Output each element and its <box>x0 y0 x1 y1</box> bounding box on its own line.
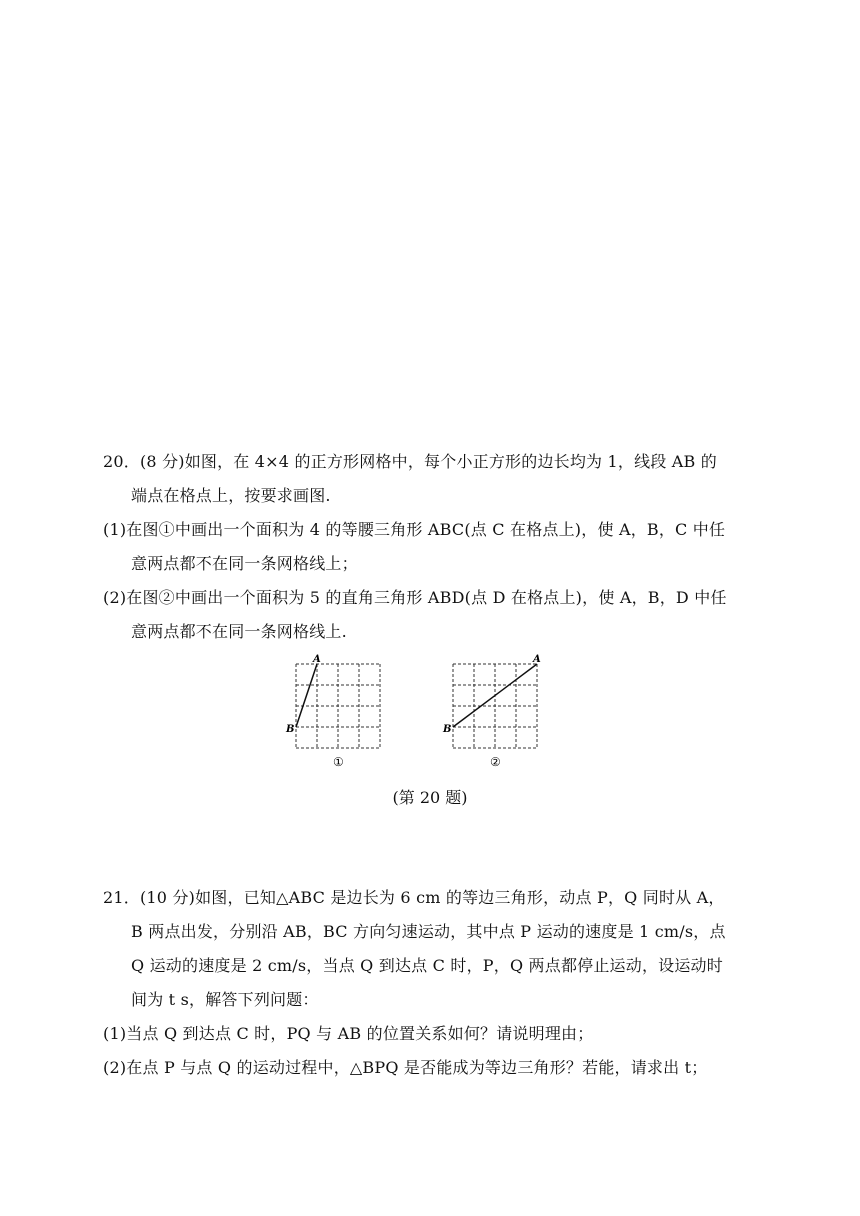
q20-part1-line-1: (1)在图①中画出一个面积为 4 的等腰三角形 ABC(点 C 在格点上)，使 A，B，C 中任 <box>103 520 726 539</box>
point-b-label-figure-2: B <box>443 724 452 735</box>
segment-ab-figure-1 <box>296 664 317 727</box>
point-a-label-figure-1: A <box>313 654 321 665</box>
point-b-label-figure-1: B <box>286 724 295 735</box>
segment-ab-figure-2 <box>453 664 537 727</box>
q20-part2-line-1: (2)在图②中画出一个面积为 5 的直角三角形 ABD(点 D 在格点上)，使 A，B，D 中任 <box>103 588 727 607</box>
q20-grid-figures <box>282 652 552 774</box>
grid-figure-1 <box>296 664 380 748</box>
q20-stem-line-2: 端点在格点上，按要求画图. <box>131 486 331 505</box>
q20-figure-caption: (第 20 题) <box>392 788 468 807</box>
figure-1-label: ① <box>333 755 344 769</box>
q20-stem-line-1: 20．(8 分)如图，在 4×4 的正方形网格中，每个小正方形的边长均为 1，线段 AB 的 <box>103 452 717 471</box>
q21-stem-line-1: 21．(10 分)如图，已知△ABC 是边长为 6 cm 的等边三角形，动点 P，Q 同时从 A， <box>103 888 725 907</box>
q21-part1-line: (1)当点 Q 到达点 C 时，PQ 与 AB 的位置关系如何？请说明理由； <box>103 1024 594 1043</box>
figure-2-label: ② <box>490 755 501 769</box>
q21-stem-line-4: 间为 t s，解答下列问题： <box>131 990 319 1009</box>
q20-figure <box>282 652 552 774</box>
q20-part1-line-2: 意两点都不在同一条网格线上； <box>131 554 358 573</box>
q21-stem-line-3: Q 运动的速度是 2 cm/s，当点 Q 到达点 C 时，P，Q 两点都停止运动，设运动时 <box>131 956 723 975</box>
q21-part2-line: (2)在点 P 与点 Q 的运动过程中，△BPQ 是否能成为等边三角形？若能，请求出 t； <box>103 1058 708 1077</box>
q21-stem-line-2: B 两点出发，分别沿 AB，BC 方向匀速运动，其中点 P 运动的速度是 1 cm/s，点 <box>131 922 726 941</box>
point-a-label-figure-2: A <box>533 654 541 665</box>
q20-part2-line-2: 意两点都不在同一条网格线上. <box>131 622 347 641</box>
grid-figure-2 <box>453 664 537 748</box>
